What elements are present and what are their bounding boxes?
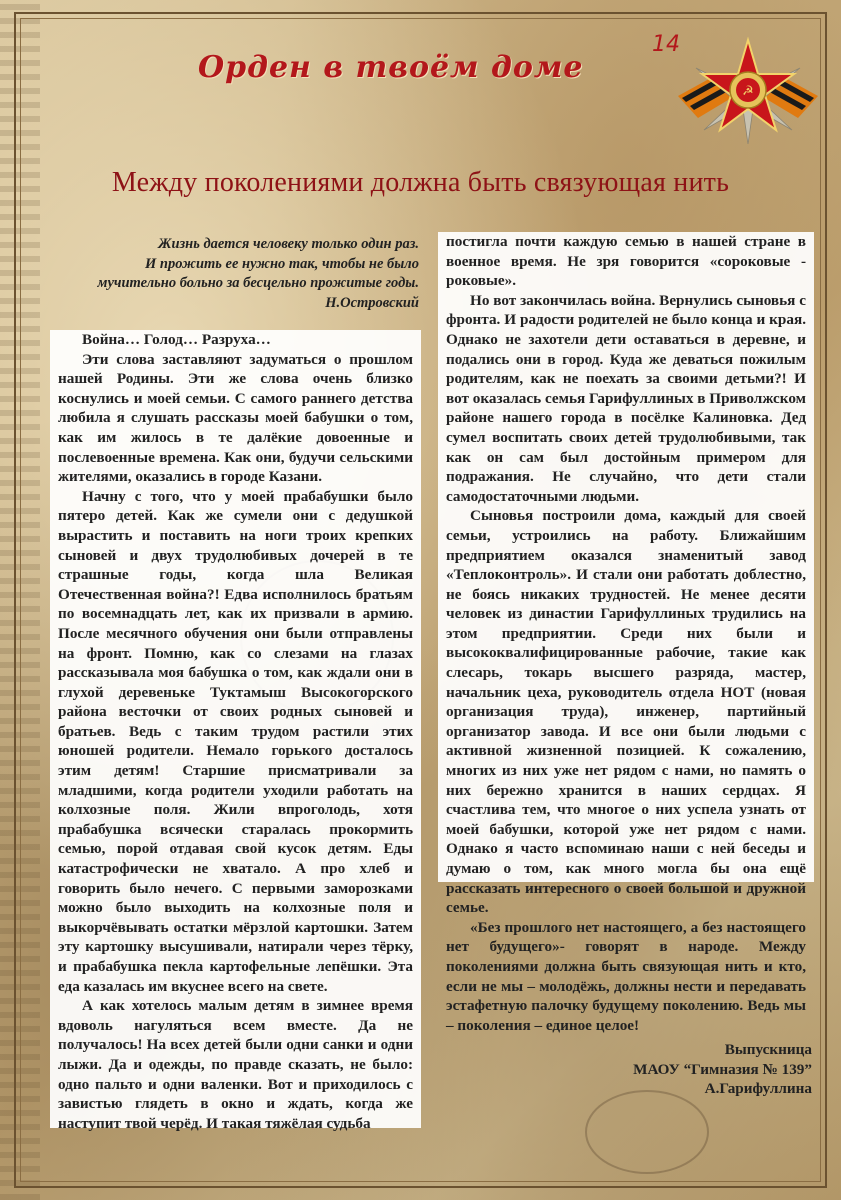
- epigraph: [64, 235, 419, 313]
- paragraph: Война… Голод… Разруха…: [82, 331, 271, 348]
- right-column: [438, 232, 814, 1034]
- signature-school: МАОУ “Гимназия № 139”: [633, 1060, 812, 1078]
- svg-text:☭: ☭: [742, 84, 754, 99]
- signature-role: Выпускница: [724, 1041, 812, 1058]
- order-of-patriotic-war-icon: [678, 34, 818, 152]
- page-number: 14: [652, 32, 680, 57]
- paragraph: Эти слова заставляют задуматься о прошлом нашей Родины. Эти же слова очень близко коснулись и моей семьи. С самого раннего детства любила я слушать рассказы моей бабушки о том, как им жилось в те далёкие довоенные и послевоенные времена. Как они, будучи сельскими жителями, оказались в городе Казани.: [58, 350, 413, 486]
- left-column: [50, 330, 421, 1132]
- paragraph: Сыновья построили дома, каждый для своей семьи, устроились на работу. Ближайшим предприятием оказался знаменитый завод «Теплоконтроль». И стали они работать доблестно, не боясь никаких трудностей. Не менее десяти человек из династии Гарифуллиных трудились на этом предприятии. Среди них были и высококвалифицированные рабочие, такие как слесарь, токарь высшего разряда, мастер, начальник цеха, руководитель отдела НОТ (новая организация труда), инженер, партийный организатор завода. И все они были людьми с активной жизненной позицией. К сожалению, многих из них уже нет рядом с нами, но память о них бережно хранится в наших сердцах. Я счастлива тем, что многое о них успела узнать от моей бабушки, которой уже нет рядом с нами. Однако я часто вспоминаю наши с ней беседы и думаю о том, как много могла бы она ещё рассказать интересного о своей большой и дружной семье.: [446, 507, 806, 917]
- paragraph: А как хотелось малым детям в зимнее время вдоволь нагуляться всем вместе. Да не получалось! На всех детей были одни санки и одни лыжи. Да и одежды, по правде сказать, не было: одно пальто и одни валенки. Вот и приходилось с завистью глядеть в окно и ждать, когда же наступит твой черёд. И такая тяжёлая судьба: [58, 997, 413, 1132]
- paragraph: «Без прошлого нет настоящего, а без настоящего нет будущего»- говорят в народе. Между поколениями должна быть связующая нить и кто, если не мы – молодёжь, должны нести и передавать эстафетную палочку будущему поколению. Ведь мы – поколения – единое целое!: [446, 918, 806, 1034]
- section-title: Орден в твоём доме: [198, 50, 584, 85]
- paragraph: Начну с того, что у моей прабабушки было пятеро детей. Как же сумели они с дедушкой вырастить и поставить на ноги троих крепких сыновей и двух трудолюбивых дочерей в те страшные годы, когда шла Великая Отечественная война?! Едва исполнилось братьям по восемнадцать лет, как их призвали в армию. После месячного обучения они были отправлены на фронт. Помню, как со слезами на глазах рассказывала моя бабушка о том, как ждали они в глухой деревеньке Туктамыш Высокогорского района весточки от своих родных сыновей и братьев. Ведь с таким трудом растили этих юношей родители. Немало горького досталось этим детям! Старшие присматривали за младшими, когда родители уходили работать на колхозные поля. Жили впроголодь, хотя прабабушка всячески старалась прокормить семью, порой отдавая свой кусок детям. Еды катастрофически не хватало. А про хлеб и говорить было нечего. С первыми заморозками можно было выходить на колхозные поля и выкорчёвывать остатки мёрзлой картошки. Затем эту картошку высушивали, натирали через тёрку, и прабабушка пекла картофельные лепёшки. Эта еда казалась им вкуснее всего на свете.: [58, 487, 413, 995]
- epigraph-line: мучительно больно за бесцельно прожитые годы.: [97, 275, 419, 292]
- epigraph-line: Жизнь дается человеку только один раз.: [158, 236, 419, 252]
- epigraph-author: Н.Островский: [325, 294, 419, 311]
- signature-author: А.Гарифуллина: [704, 1080, 812, 1098]
- epigraph-line: И прожить ее нужно так, чтобы не было: [145, 255, 419, 272]
- signature: [540, 1040, 812, 1099]
- article-title: Между поколениями должна быть связующая нить: [111, 167, 730, 198]
- paragraph: Но вот закончилась война. Вернулись сыновья с фронта. И радости родителей не было конца и края. Однако не захотели дети оставаться в деревне, и подались они в город. Куда же деваться пожилым родителям, как не поехать за своими детьми?! И вот оказалась семья Гарифуллиных в Приволжском районе нашего города в посёлке Калиновка. Дед сумел воспитать своих детей трудолюбивыми, так как он сам был достойным примером для подражания. Не случайно, что дети стали самодостаточными людьми.: [446, 291, 806, 505]
- paragraph: постигла почти каждую семью в нашей стране в военное время. Не зря говорится «сороковые - роковые».: [446, 233, 806, 290]
